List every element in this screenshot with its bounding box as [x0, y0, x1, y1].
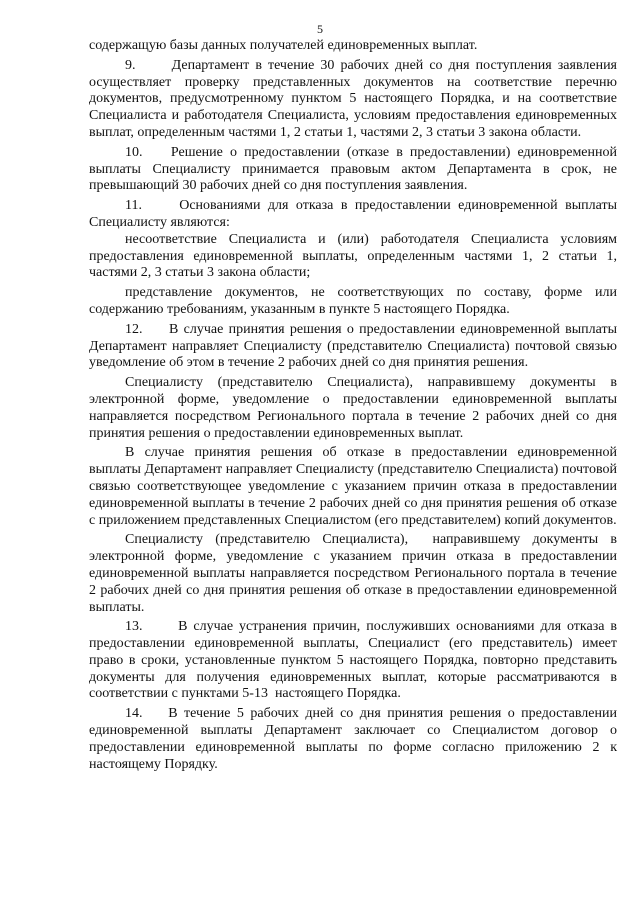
paragraph-9: 9. Департамент в течение 30 рабочих дней со дня поступления заявления осуществляет проверку представленных документов на соответствие перечню документов, предусмотренному пунктом 5 настоящего Порядка, и на соответствие Специалиста и работодателя Специалиста, условиям предоставления единовременных выплат, определенным частями 1, 2 статьи 1, частями 2, 3 статьи 3 закона области. — [89, 57, 617, 140]
paragraph-continuation: содержащую базы данных получателей единовременных выплат. — [89, 38, 478, 53]
document-body — [89, 38, 617, 776]
paragraph-10: 10. Решение о предоставлении (отказе в предоставлении) единовременной выплаты Специалисту принимается правовым актом Департамента в срок, не превышающий 30 рабочих дней со дня поступления заявления. — [89, 144, 617, 194]
paragraph-14: 14. В течение 5 рабочих дней со дня принятия решения о предоставлении единовременной выплаты Департамент заключает со Специалистом договор о предоставлении единовременной выплаты по форме согласно приложению 2 к настоящему Порядку. — [89, 706, 617, 772]
paragraph-12-refusal-notice: В случае принятия решения об отказе в предоставлении единовременной выплаты Департамент направляет Специалисту (представителю Специалиста) почтовой связью соответствующее уведомление с указанием причин отказа в предоставлении единовременной выплаты в течение 2 рабочих дней со дня принятия решения об отказе с приложением представленных Специалистом (его представителем) копий документов. — [89, 445, 617, 528]
paragraph-11: 11. Основаниями для отказа в предоставлении единовременной выплаты Специалисту являются: — [89, 198, 617, 230]
paragraph-11-item-1: несоответствие Специалиста и (или) работодателя Специалиста условиям предоставления единовременной выплаты, определенным частями 1, 2 статьи 1, частями 2, 3 статьи 3 закона области; — [89, 231, 617, 281]
page-number: 5 — [317, 22, 323, 36]
paragraph-12: 12. В случае принятия решения о предоставлении единовременной выплаты Департамент направляет Специалисту (представителю Специалиста) почтовой связью уведомление об этом в течение 2 рабочих дней со дня принятия решения. — [89, 321, 617, 371]
paragraph-11-item-2: представление документов, не соответствующих по составу, форме или содержанию требованиям, указанным в пункте 5 настоящего Порядка. — [89, 285, 617, 317]
paragraph-13: 13. В случае устранения причин, послуживших основаниями для отказа в предоставлении единовременной выплаты, Специалист (его представитель) имеет право в сроки, установленные пунктом 5 настоящего Порядка, повторно представить документы для получения единовременных выплат, которые рассматриваются в соответствии с пунктами 5-13 настоящего Порядка. — [89, 619, 617, 702]
paragraph-12-electronic-refusal: Специалисту (представителю Специалиста), направившему документы в электронной форме, уведомление с указанием причин отказа в предоставлении единовременной выплаты направляется посредством Регионального портала в течение 2 рабочих дней со дня принятия решения об отказе в предоставлении единовременной выплаты. — [89, 532, 617, 615]
paragraph-12-electronic-notice: Специалисту (представителю Специалиста), направившему документы в электронной форме, уведомление о предоставлении единовременной выплаты направляется посредством Регионального портала в течение 2 рабочих дней со дня принятия решения о предоставлении единовременных выплат. — [89, 375, 617, 441]
